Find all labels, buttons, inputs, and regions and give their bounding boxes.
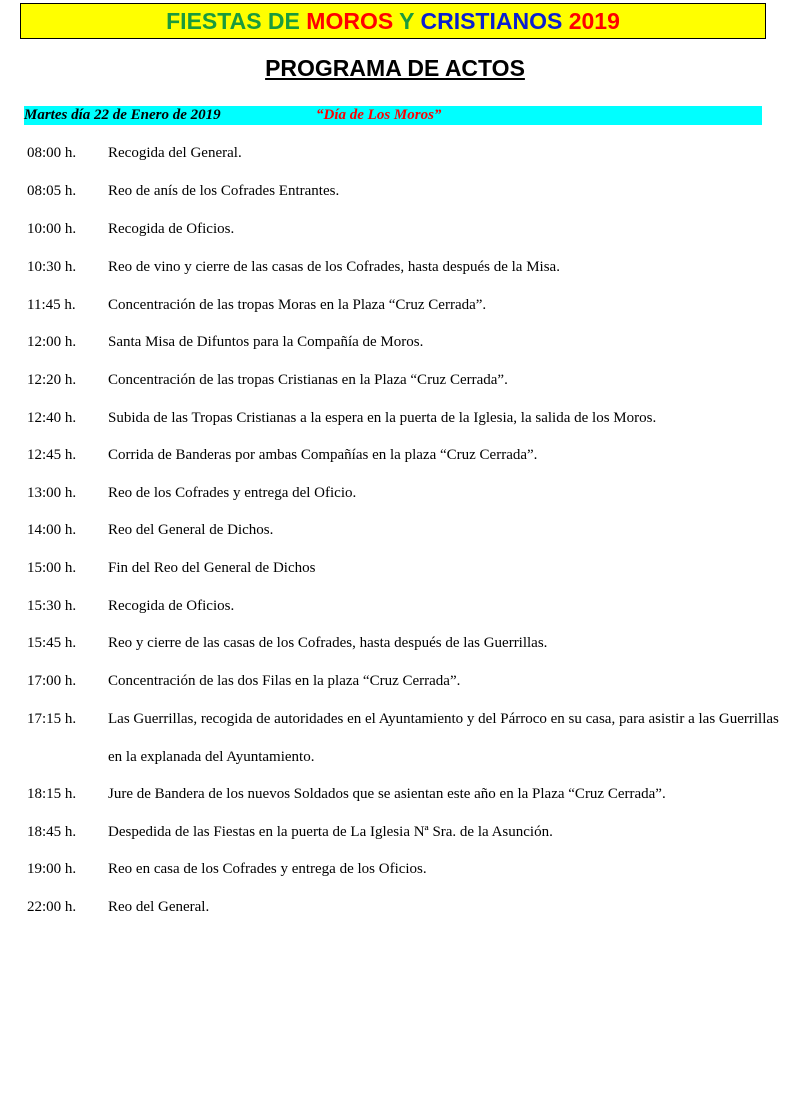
event-description: Las Guerrillas, recogida de autoridades en el Ayuntamiento y del Párroco en su casa, para asistir a las Guerrillas en la explanada del Ayuntamiento. <box>108 711 779 765</box>
event-time: 15:30 h. <box>27 598 77 614</box>
event-time: 15:45 h. <box>27 635 77 651</box>
event-row <box>27 823 787 842</box>
event-time: 15:00 h. <box>27 560 77 576</box>
event-time: 17:00 h. <box>27 673 77 689</box>
event-description: Reo del General. <box>108 899 210 915</box>
event-row <box>27 785 787 804</box>
event-time: 18:15 h. <box>27 786 77 802</box>
event-time: 08:05 h. <box>27 183 77 199</box>
event-time: 10:30 h. <box>27 259 77 275</box>
event-row <box>27 446 787 465</box>
event-description: Despedida de las Fiestas en la puerta de La Iglesia Nª Sra. de la Asunción. <box>108 824 553 840</box>
title-part-moros: MOROS <box>306 8 394 34</box>
event-row <box>27 672 787 691</box>
event-description: Fin del Reo del General de Dichos <box>108 560 316 576</box>
event-row <box>27 371 787 390</box>
event-description: Jure de Bandera de los nuevos Soldados que se asientan este año en la Plaza “Cruz Cerrada”. <box>108 786 666 802</box>
date-text: Martes día 22 de Enero de 2019 <box>24 107 221 123</box>
event-row <box>27 898 787 917</box>
event-row <box>27 710 787 776</box>
event-row <box>27 258 787 277</box>
event-time: 12:45 h. <box>27 447 77 463</box>
day-name: “Día de Los Moros” <box>316 107 442 123</box>
event-description: Santa Misa de Difuntos para la Compañía de Moros. <box>108 334 424 350</box>
event-time: 17:15 h. <box>27 711 77 727</box>
title-banner <box>20 3 766 39</box>
event-row <box>27 860 787 879</box>
title-part-year: 2019 <box>562 8 620 34</box>
title-part-y: Y <box>393 8 421 34</box>
event-time: 18:45 h. <box>27 824 77 840</box>
event-row <box>27 559 787 578</box>
event-description: Concentración de las dos Filas en la plaza “Cruz Cerrada”. <box>108 673 461 689</box>
event-row <box>27 484 787 503</box>
event-description: Concentración de las tropas Cristianas en la Plaza “Cruz Cerrada”. <box>108 372 508 388</box>
event-row <box>27 634 787 653</box>
program-heading <box>0 55 790 82</box>
event-time: 12:20 h. <box>27 372 77 388</box>
event-time: 10:00 h. <box>27 221 77 237</box>
event-description: Subida de las Tropas Cristianas a la espera en la puerta de la Iglesia, la salida de los Moros. <box>108 410 657 426</box>
title-part-fiestas: FIESTAS DE <box>166 8 307 34</box>
event-time: 13:00 h. <box>27 485 77 501</box>
event-description: Reo en casa de los Cofrades y entrega de los Oficios. <box>108 861 427 877</box>
date-bar <box>24 106 762 125</box>
event-row <box>27 521 787 540</box>
event-description: Recogida de Oficios. <box>108 598 235 614</box>
event-description: Reo de los Cofrades y entrega del Oficio. <box>108 485 357 501</box>
event-time: 08:00 h. <box>27 145 77 161</box>
event-time: 12:00 h. <box>27 334 77 350</box>
event-row <box>27 182 787 201</box>
event-description: Reo de vino y cierre de las casas de los Cofrades, hasta después de la Misa. <box>108 259 560 275</box>
event-row <box>27 409 787 428</box>
event-description: Reo del General de Dichos. <box>108 522 274 538</box>
program-heading-text: PROGRAMA DE ACTOS <box>265 55 525 81</box>
event-time: 11:45 h. <box>27 297 76 313</box>
event-description: Reo de anís de los Cofrades Entrantes. <box>108 183 340 199</box>
event-row <box>27 333 787 352</box>
event-row <box>27 296 787 315</box>
event-time: 14:00 h. <box>27 522 77 538</box>
event-description: Concentración de las tropas Moras en la Plaza “Cruz Cerrada”. <box>108 297 487 313</box>
event-row <box>27 220 787 239</box>
event-row <box>27 144 787 163</box>
event-time: 19:00 h. <box>27 861 77 877</box>
event-description: Corrida de Banderas por ambas Compañías en la plaza “Cruz Cerrada”. <box>108 447 538 463</box>
event-row <box>27 597 787 616</box>
event-description: Recogida del General. <box>108 145 242 161</box>
title-part-cristianos: CRISTIANOS <box>420 8 563 34</box>
event-description: Reo y cierre de las casas de los Cofrades, hasta después de las Guerrillas. <box>108 635 548 651</box>
event-time: 12:40 h. <box>27 410 77 426</box>
event-time: 22:00 h. <box>27 899 77 915</box>
event-description: Recogida de Oficios. <box>108 221 235 237</box>
